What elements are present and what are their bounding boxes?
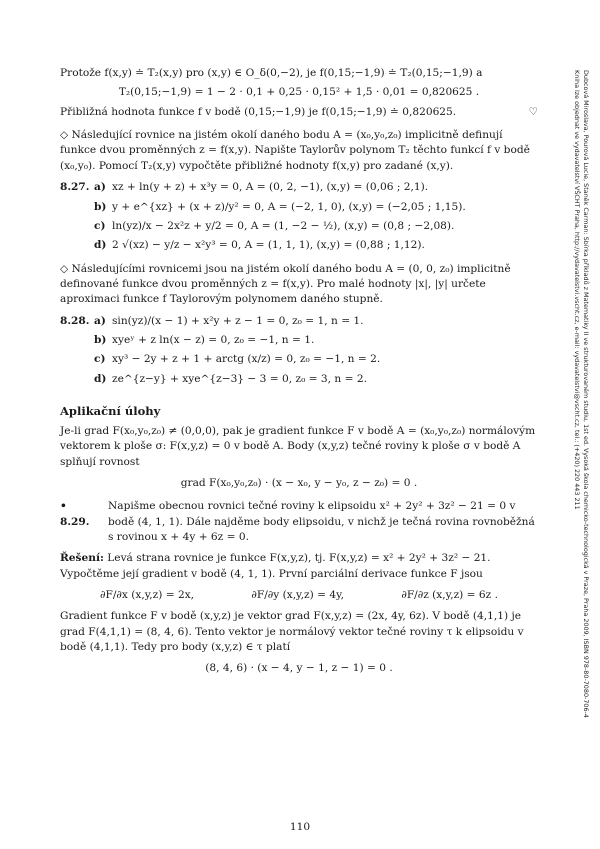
side-copyright-note — [560, 70, 590, 830]
exercise-number: •8.29. — [60, 500, 90, 528]
exercise-item — [94, 200, 538, 215]
item-text: ln(yz)/x − 2x²z + y/2 = 0, A = (1, −2 − ½), (x,y) = (0,8 ; −2,08). — [112, 219, 455, 232]
item-label: c) — [94, 219, 106, 232]
section-title: Aplikační úlohy — [60, 404, 161, 419]
top-formula: T₂(0,15;−1,9) = 1 − 2 · 0,1 + 0,25 · 0,15² + 1,5 · 0,01 = 0,820625 . — [118, 86, 480, 99]
exercise-item — [94, 352, 538, 367]
exercise-item — [94, 372, 538, 387]
exercise-8-29 — [60, 499, 538, 545]
exercise-text: Napišme obecnou rovnici tečné roviny k elipsoidu x² + 2y² + 3z² − 21 = 0 v bodě (4, 1, 1). Dále najděme body elipsoidu, v nichž je tečná rovina rovnoběžná s rovinou x + 4y + 6z = 0. — [108, 500, 535, 543]
exercise-item — [94, 314, 538, 329]
exercise-8-28 — [60, 314, 538, 391]
top-conclusion — [60, 105, 538, 120]
top-line-1: Protože f(x,y) ≐ T₂(x,y) pro (x,y) ∈ O_δ(0,−2), je f(0,15;−1,9) ≐ T₂(0,15;−1,9) a — [60, 67, 483, 79]
side-note-line-1: Dubcová Miroslava, Pourová Lucie, Staněk Carman: Sbírka příkladů z Matematiky II ve strukturovaném studiu, 1st ed. Vysoká škola chemicko-technologická v Praze, Praha 2009, ISBN 978-80-7080-706-4 — [582, 70, 590, 718]
item-label: c) — [94, 353, 106, 366]
exercise-item — [94, 333, 538, 348]
side-note-line-2: Kniha lze objednat ve vydavatelství VŠCHT Praha, http://vydavatelstvi.vscht.cz, e-mail: vydavatelstvi@vscht.cz, tel.: (+420) 220 443 211 — [573, 70, 582, 510]
exercise-8-27 — [60, 180, 538, 257]
item-text: ze^{z−y} + xye^{z−3} − 3 = 0, z₀ = 3, n = 2. — [112, 372, 367, 385]
exercise-item — [94, 238, 538, 253]
section-paragraph: Je-li grad F(x₀,y₀,z₀) ≠ (0,0,0), pak je gradient funkce F v bodě A = (x₀,y₀,z₀) normálovým vektorem k ploše σ: F(x,y,z) = 0 v bodě A. Body (x,y,z) tečné roviny k ploše σ v bodě A splňují rovnost — [60, 424, 536, 468]
exercise-number: 8.28. — [60, 314, 90, 327]
intro-paragraph-2: ◇ Následujícími rovnicemi jsou na jistém okolí daného bodu A = (0, 0, z₀) implicitně definované funkce dvou proměnných z = f(x,y). Pro malé hodnoty |x|, |y| určete aproximaci funkce f Taylorovým polynomem daného stupně. — [60, 262, 511, 306]
item-text: xz + ln(y + z) + x³y = 0, A = (0, 2, −1), (x,y) = (0,06 ; 2,1). — [112, 181, 429, 194]
item-text: y + e^{xz} + (x + z)/y² = 0, A = (−2, 1, 0), (x,y) = (−2,05 ; 1,15). — [112, 200, 466, 213]
item-text: 2 √(xz) − y/z − x²y³ = 0, A = (1, 1, 1), (x,y) = (0,88 ; 1,12). — [112, 239, 425, 252]
exercise-item — [94, 180, 538, 195]
item-label: b) — [94, 200, 107, 213]
top-line-3: Přibližná hodnota funkce f v bodě (0,15;−1,9) je f(0,15;−1,9) ≐ 0,820625. — [60, 105, 457, 118]
item-label: b) — [94, 334, 107, 347]
exercise-item — [94, 219, 538, 234]
item-text: sin(yz)/(x − 1) + x²y + z − 1 = 0, z₀ = 1, n = 1. — [112, 314, 364, 327]
item-label: d) — [94, 239, 107, 252]
item-label: a) — [94, 181, 106, 194]
solution-label: Řešení: — [60, 552, 104, 565]
partial-derivatives — [60, 588, 538, 603]
intro-paragraph-1: ◇ Následující rovnice na jistém okolí daného bodu A = (x₀,y₀,z₀) implicitně definují funkce dvou proměnných z = f(x,y). Napište Taylorův polynom T₂ těchto funkcí f v bodě (x₀,y₀). Pomocí T₂(x,y) vypočtěte přibližné hodnoty f(x,y) pro zadané (x,y). — [60, 129, 530, 172]
exercise-number: 8.27. — [60, 181, 90, 194]
item-label: a) — [94, 314, 106, 327]
partial-x: ∂F/∂x (x,y,z) = 2x, — [100, 589, 195, 602]
tangent-plane-formula: grad F(x₀,y₀,z₀) · (x − x₀, y − y₀, z − z₀) = 0 . — [180, 476, 418, 489]
solution-formula: (8, 4, 6) · (x − 4, y − 1, z − 1) = 0 . — [205, 662, 393, 675]
page-number: 110 — [289, 821, 311, 833]
solution-paragraph — [60, 551, 538, 582]
item-text: xy³ − 2y + z + 1 + arctg (x/z) = 0, z₀ = −1, n = 2. — [112, 353, 381, 366]
qed-symbol: ♡ — [528, 105, 538, 118]
item-text: xyeʸ + z ln(x − z) = 0, z₀ = −1, n = 1. — [112, 334, 315, 347]
item-label: d) — [94, 372, 107, 385]
solution-text: Levá strana rovnice je funkce F(x,y,z), tj. F(x,y,z) = x² + 2y² + 3z² − 21. Vypočtěme její gradient v bodě (4, 1, 1). První parciální derivace funkce F jsou — [60, 552, 491, 580]
partial-z: ∂F/∂z (x,y,z) = 6z . — [401, 589, 498, 602]
partial-y: ∂F/∂y (x,y,z) = 4y, — [251, 589, 345, 602]
solution-paragraph-2: Gradient funkce F v bodě (x,y,z) je vektor grad F(x,y,z) = (2x, 4y, 6z). V bodě (4,1,1) je grad F(4,1,1) = (8, 4, 6). Tento vektor je normálový vektor tečné roviny τ k elipsoidu v bodě (4,1,1). Tedy pro body (x,y,z) ∈ τ platí — [60, 610, 524, 654]
page-body — [60, 66, 538, 677]
